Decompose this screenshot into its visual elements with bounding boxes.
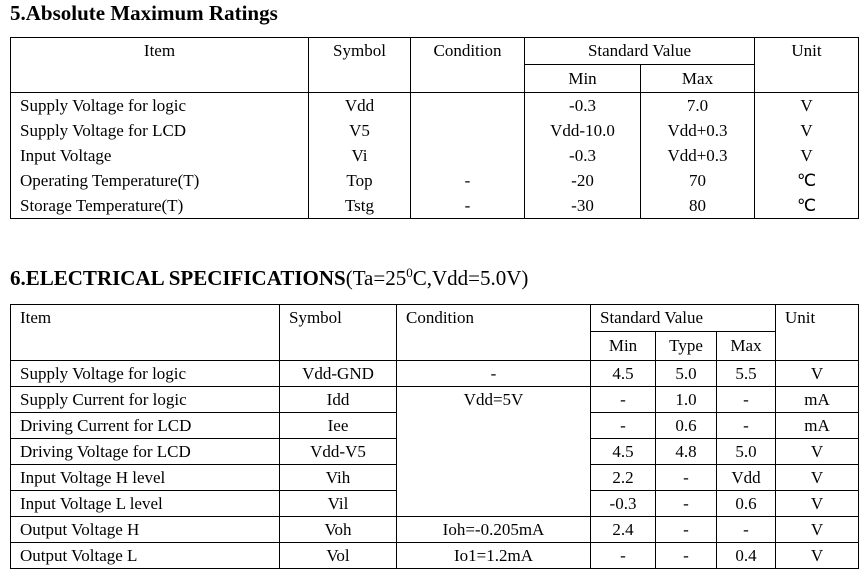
cell-item: Output Voltage L <box>11 543 280 569</box>
cell-condition <box>397 439 591 465</box>
cell-item: Driving Voltage for LCD <box>11 439 280 465</box>
cell-min: 2.2 <box>591 465 656 491</box>
cell-unit: V <box>755 143 859 168</box>
section-6-title <box>10 266 528 290</box>
cell-condition: - <box>411 193 525 219</box>
header-symbol: Symbol <box>309 38 411 93</box>
cell-min: -20 <box>525 168 641 193</box>
cell-item: Supply Voltage for LCD <box>11 118 309 143</box>
cell-unit: ℃ <box>755 168 859 193</box>
cell-unit: mA <box>776 387 859 413</box>
cell-unit: V <box>755 93 859 119</box>
cell-min: - <box>591 413 656 439</box>
cell-min: -0.3 <box>525 143 641 168</box>
header-standard-value: Standard Value <box>591 305 776 332</box>
header-condition: Condition <box>411 38 525 93</box>
header-item: Item <box>11 305 280 361</box>
cell-typ: - <box>656 465 717 491</box>
cell-unit: mA <box>776 413 859 439</box>
table-row <box>11 118 859 143</box>
cell-condition: - <box>411 168 525 193</box>
table-row <box>11 387 859 413</box>
cell-min: - <box>591 387 656 413</box>
cell-condition <box>397 465 591 491</box>
cell-symbol: Vdd-GND <box>280 361 397 387</box>
cell-condition <box>397 413 591 439</box>
table-row <box>11 543 859 569</box>
cell-max: 5.5 <box>717 361 776 387</box>
cell-symbol: Vol <box>280 543 397 569</box>
cell-max: 7.0 <box>641 93 755 119</box>
cell-unit: V <box>776 543 859 569</box>
cell-unit: V <box>776 517 859 543</box>
cell-typ: 1.0 <box>656 387 717 413</box>
cell-max: 0.4 <box>717 543 776 569</box>
header-typ: Type <box>656 332 717 361</box>
cell-symbol: Vdd <box>309 93 411 119</box>
cell-unit: ℃ <box>755 193 859 219</box>
cell-typ: 4.8 <box>656 439 717 465</box>
cell-unit: V <box>776 361 859 387</box>
cell-max: 80 <box>641 193 755 219</box>
cell-typ: 5.0 <box>656 361 717 387</box>
cell-item: Supply Voltage for logic <box>11 93 309 119</box>
header-standard-value: Standard Value <box>525 38 755 65</box>
cell-item: Output Voltage H <box>11 517 280 543</box>
cell-item: Supply Current for logic <box>11 387 280 413</box>
cell-condition: Vdd=5V <box>397 387 591 413</box>
cell-item: Driving Current for LCD <box>11 413 280 439</box>
cell-unit: V <box>776 439 859 465</box>
cell-symbol: Vi <box>309 143 411 168</box>
header-condition: Condition <box>397 305 591 361</box>
cell-item: Input Voltage H level <box>11 465 280 491</box>
table-row <box>11 361 859 387</box>
cell-unit: V <box>776 465 859 491</box>
cell-max: 0.6 <box>717 491 776 517</box>
cell-min: Vdd-10.0 <box>525 118 641 143</box>
table-row <box>11 193 859 219</box>
header-max: Max <box>641 65 755 93</box>
cell-max: - <box>717 517 776 543</box>
cell-condition <box>411 118 525 143</box>
table-row <box>11 143 859 168</box>
section-5-title: 5.Absolute Maximum Ratings <box>10 1 278 25</box>
table-row <box>11 413 859 439</box>
cell-max: Vdd+0.3 <box>641 118 755 143</box>
cell-max: Vdd <box>717 465 776 491</box>
cell-symbol: V5 <box>309 118 411 143</box>
cell-symbol: Top <box>309 168 411 193</box>
cell-min: -30 <box>525 193 641 219</box>
cell-symbol: Idd <box>280 387 397 413</box>
table-row <box>11 439 859 465</box>
cell-max: 5.0 <box>717 439 776 465</box>
table-row <box>11 491 859 517</box>
cell-symbol: Iee <box>280 413 397 439</box>
cell-item: Input Voltage L level <box>11 491 280 517</box>
cell-condition: Ioh=-0.205mA <box>397 517 591 543</box>
header-unit: Unit <box>755 38 859 93</box>
cell-symbol: Voh <box>280 517 397 543</box>
electrical-specifications-table <box>10 304 859 569</box>
cell-max: 70 <box>641 168 755 193</box>
header-max: Max <box>717 332 776 361</box>
header-unit: Unit <box>776 305 859 361</box>
header-min: Min <box>525 65 641 93</box>
cell-max: - <box>717 387 776 413</box>
cell-min: 4.5 <box>591 361 656 387</box>
cell-symbol: Tstg <box>309 193 411 219</box>
cell-condition: - <box>397 361 591 387</box>
table-row <box>11 168 859 193</box>
cell-item: Supply Voltage for logic <box>11 361 280 387</box>
cell-typ: - <box>656 517 717 543</box>
cell-symbol: Vil <box>280 491 397 517</box>
cell-typ: - <box>656 543 717 569</box>
cell-typ: - <box>656 491 717 517</box>
cell-condition <box>397 491 591 517</box>
cell-item: Input Voltage <box>11 143 309 168</box>
cell-min: 2.4 <box>591 517 656 543</box>
cell-unit: V <box>755 118 859 143</box>
cell-item: Operating Temperature(T) <box>11 168 309 193</box>
table-row <box>11 465 859 491</box>
cell-typ: 0.6 <box>656 413 717 439</box>
header-symbol: Symbol <box>280 305 397 361</box>
cell-min: - <box>591 543 656 569</box>
cell-symbol: Vdd-V5 <box>280 439 397 465</box>
cell-condition <box>411 143 525 168</box>
absolute-maximum-ratings-table <box>10 37 859 219</box>
cell-item: Storage Temperature(T) <box>11 193 309 219</box>
header-min: Min <box>591 332 656 361</box>
header-item: Item <box>11 38 309 93</box>
cell-condition <box>411 93 525 119</box>
cell-min: -0.3 <box>525 93 641 119</box>
cell-condition: Io1=1.2mA <box>397 543 591 569</box>
cell-min: -0.3 <box>591 491 656 517</box>
cell-unit: V <box>776 491 859 517</box>
table-row <box>11 93 859 119</box>
cell-max: - <box>717 413 776 439</box>
cell-max: Vdd+0.3 <box>641 143 755 168</box>
section-6-title-main: 6.ELECTRICAL SPECIFICATIONS <box>10 266 346 290</box>
cell-min: 4.5 <box>591 439 656 465</box>
section-6-title-conditions: $(Ta=25^0C,Vdd=5.0V)$ <box>345 265 529 290</box>
cell-symbol: Vih <box>280 465 397 491</box>
table-row <box>11 517 859 543</box>
